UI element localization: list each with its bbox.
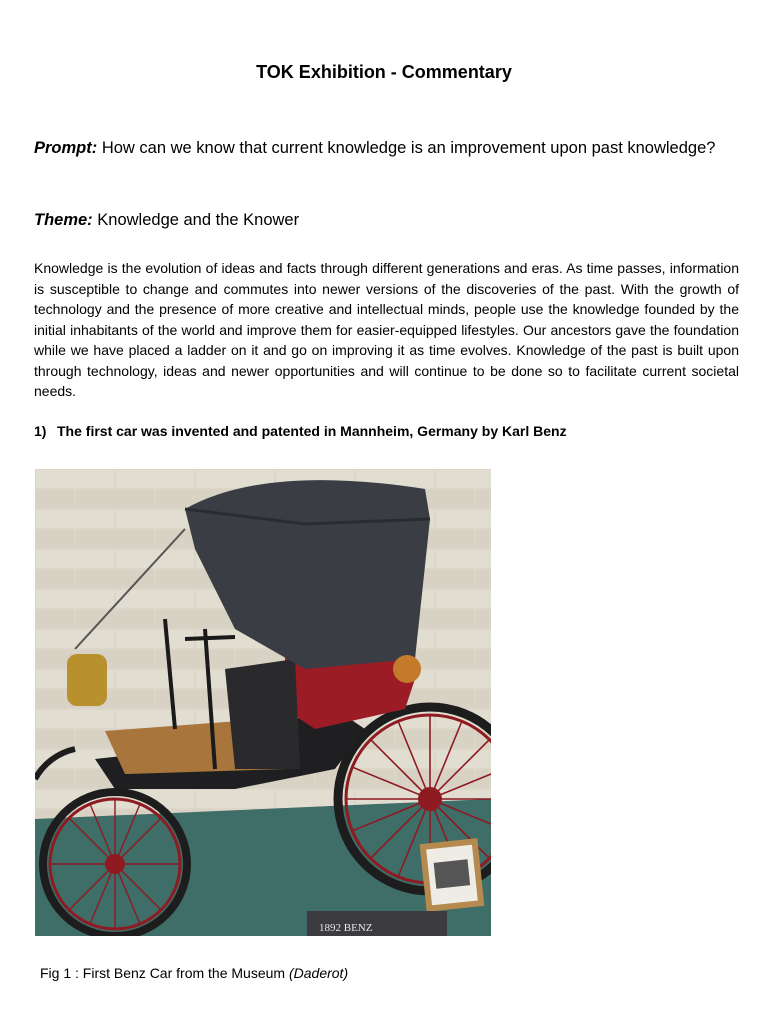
seat-back: [225, 659, 300, 769]
caption-source: (Daderot): [288, 965, 349, 981]
prompt-paragraph: [34, 137, 734, 160]
side-lamp: [393, 655, 421, 683]
museum-plaque: [307, 911, 447, 936]
figure-caption: [40, 965, 348, 981]
plaque-text: 1892 BENZ: [319, 922, 373, 934]
brass-lamp: [67, 654, 107, 706]
theme-label: Theme:: [34, 211, 93, 229]
front-wheel: [43, 792, 187, 936]
page-title: TOK Exhibition - Commentary: [256, 62, 512, 82]
prompt-text: How can we know that current knowledge is an improvement upon past knowledge?: [97, 139, 716, 157]
theme-text: Knowledge and the Knower: [92, 211, 300, 229]
section-heading-text: The first car was invented and patented in Mannheim, Germany by Karl Benz: [57, 423, 567, 439]
section-heading-1: [34, 423, 567, 439]
theme-line: [34, 209, 299, 232]
benz-car-photo: [35, 469, 491, 936]
prompt-label: Prompt:: [34, 139, 98, 157]
framed-photo: [420, 838, 485, 912]
caption-text: Fig 1 : First Benz Car from the Museum: [40, 965, 289, 981]
section-number: 1): [34, 423, 47, 439]
intro-paragraph: Knowledge is the evolution of ideas and facts through different generations and eras. As time passes, information is susceptible to change and commutes into newer versions of the discoveries of the past. With the growth of technology and the presence of more creative and intellectual minds, people use the knowledge founded by the initial inhabitants of the world and improve them for easier-equipped lifestyles. Our ancestors gave the foundation while we have placed a ladder on it and go on improving it as time evolves. Knowledge of the past is built upon through technology, ideas and newer opportunities and will continue to be done so to facilitate current societal needs.: [34, 260, 739, 399]
